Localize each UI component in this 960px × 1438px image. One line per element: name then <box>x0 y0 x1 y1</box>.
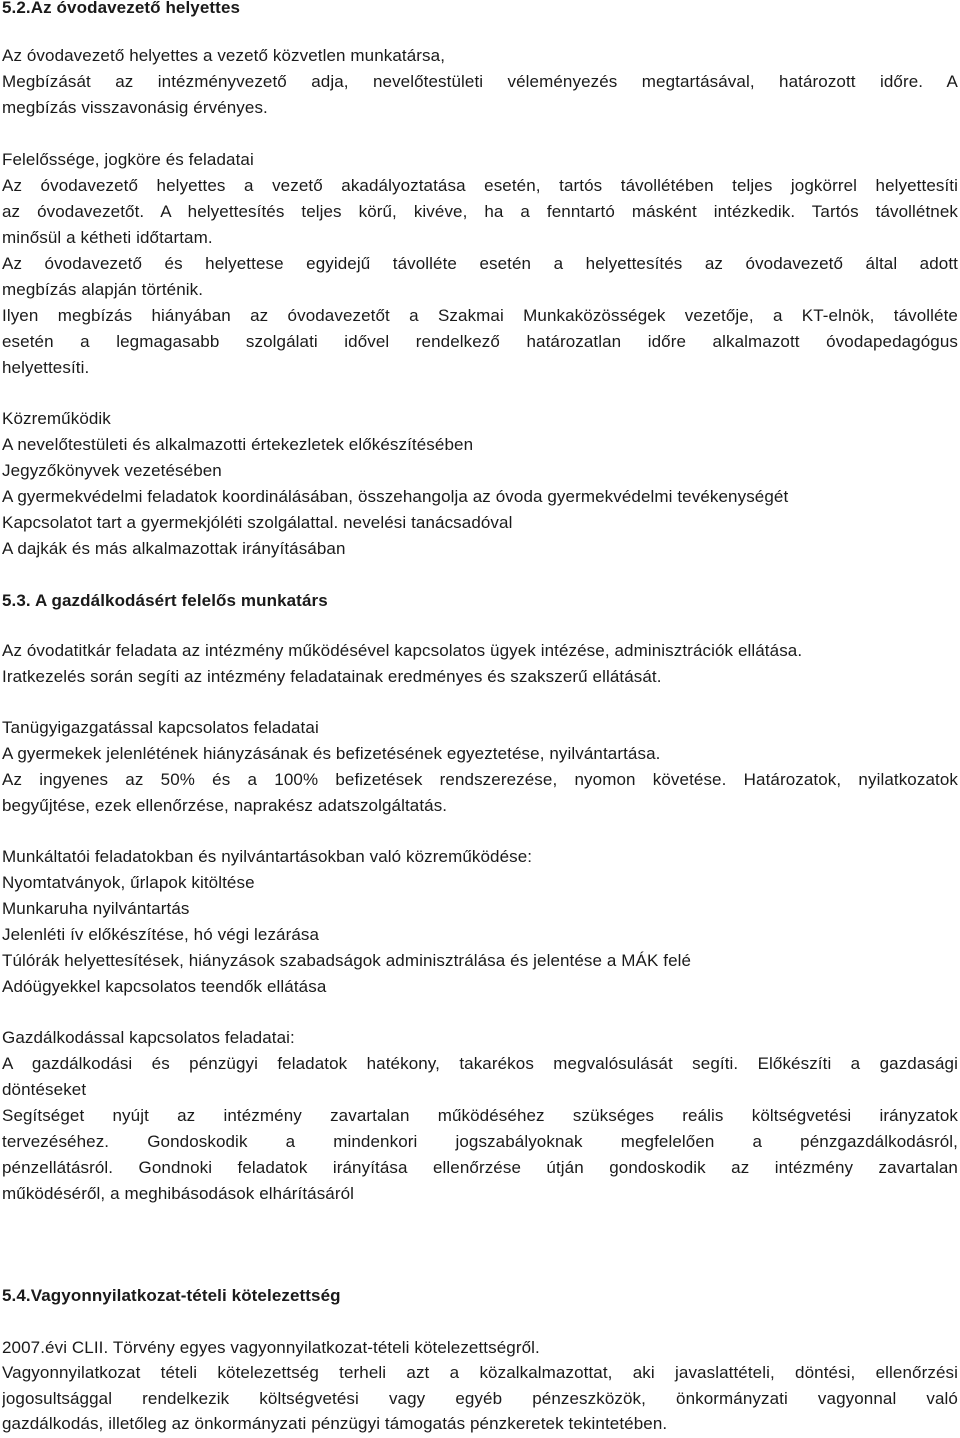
section-heading: 5.4.Vagyonnyilatkozat-tételi kötelezettség <box>2 1286 341 1305</box>
text-line: működéséről, a meghibásodások elhárításáról <box>2 1184 355 1203</box>
section-heading: 5.3. A gazdálkodásért felelős munkatárs <box>2 591 328 610</box>
text-line: Adóügyekkel kapcsolatos teendők ellátása <box>2 977 327 996</box>
text-line: döntéseket <box>2 1080 87 1099</box>
text-line: Az ingyenes az 50% és a 100% befizetések rendszerezése, nyomon követése. Határozatok, nyilatkozatok <box>2 770 958 789</box>
text-line: Iratkezelés során segíti az intézmény feladatainak eredményes és szakszerű ellátását. <box>2 667 662 686</box>
text-line: Az óvodavezető helyettes a vezető közvetlen munkatársa, <box>2 46 446 65</box>
text-line: tervezéséhez. Gondoskodik a mindenkori jogszabályoknak megfelelően a pénzgazdálkodásról, <box>2 1132 958 1151</box>
text-line: Gazdálkodással kapcsolatos feladatai: <box>2 1028 295 1047</box>
text-line: Ilyen megbízás hiányában az óvodavezetőt a Szakmai Munkaközösségek vezetője, a KT-elnök, távolléte <box>2 306 958 325</box>
text-line: helyettesíti. <box>2 358 90 377</box>
text-line: Munkaruha nyilvántartás <box>2 899 190 918</box>
text-line: megbízás visszavonásig érvényes. <box>2 98 268 117</box>
text-line: Tanügyigazgatással kapcsolatos feladatai <box>2 718 319 737</box>
text-line: Segítséget nyújt az intézmény zavartalan működéséhez szükséges reális költségvetési irányzatok <box>2 1106 958 1125</box>
text-line: az óvodavezetőt. A helyettesítés teljes körű, kivéve, ha a fenntartó másként intézkedik. Tartós távollétnek <box>2 202 958 221</box>
text-line: Nyomtatványok, űrlapok kitöltése <box>2 873 255 892</box>
text-line: minősül a kétheti időtartam. <box>2 228 213 247</box>
text-line: A gyermekek jelenlétének hiányzásának és befizetésének egyeztetése, nyilvántartása. <box>2 744 661 763</box>
text-line: Felelőssége, jogköre és feladatai <box>2 150 254 169</box>
text-line: pénzellátásról. Gondnoki feladatok irányítása ellenőrzése útján gondoskodik az intézmény zavartalan <box>2 1158 958 1177</box>
text-line: Vagyonnyilatkozat tételi kötelezettség terheli azt a közalkalmazottat, aki javaslattételi, döntési, ellenőrzési <box>2 1363 958 1382</box>
text-line: Az óvodatitkár feladata az intézmény működésével kapcsolatos ügyek intézése, adminisztrációk ellátása. <box>2 641 803 660</box>
text-line: Az óvodavezető és helyettese egyidejű távolléte esetén a helyettesítés az óvodavezető által adott <box>2 254 958 273</box>
text-line: Közreműködik <box>2 409 111 428</box>
text-line: jogosultsággal rendelkezik költségvetési vagy egyéb pénzeszközök, önkormányzati vagyonnal való <box>2 1389 958 1408</box>
text-line: begyűjtése, ezek ellenőrzése, naprakész adatszolgáltatás. <box>2 796 448 815</box>
text-line: Túlórák helyettesítések, hiányzások szabadságok adminisztrálása és jelentése a MÁK felé <box>2 951 692 970</box>
text-line: A dajkák és más alkalmazottak irányításában <box>2 539 346 558</box>
text-line: megbízás alapján történik. <box>2 280 204 299</box>
text-line: Megbízását az intézményvezető adja, nevelőtestületi véleményezés megtartásával, határozott időre. A <box>2 72 958 91</box>
text-line: A gazdálkodási és pénzügyi feladatok hatékony, takarékos megvalósulását segíti. Előkészíti a gazdasági <box>2 1054 958 1073</box>
text-line: 2007.évi CLII. Törvény egyes vagyonnyilatkozat-tételi kötelezettségről. <box>2 1338 540 1357</box>
text-line: esetén a legmagasabb szolgálati idővel rendelkező határozatlan időre alkalmazott óvodapedagógus <box>2 332 958 351</box>
text-line: Munkáltatói feladatokban és nyilvántartásokban való közreműködése: <box>2 847 533 866</box>
section-heading: 5.2.Az óvodavezető helyettes <box>2 0 241 17</box>
text-line: Kapcsolatot tart a gyermekjóléti szolgálattal. nevelési tanácsadóval <box>2 513 513 532</box>
text-line: gazdálkodás, illetőleg az önkormányzati pénzügyi támogatás pénzkeretek tekintetében. <box>2 1414 668 1433</box>
text-line: Az óvodavezető helyettes a vezető akadályoztatása esetén, tartós távollétében teljes jogkörrel helyettesíti <box>2 176 958 195</box>
text-line: A nevelőtestületi és alkalmazotti értekezletek előkészítésében <box>2 435 474 454</box>
text-line: A gyermekvédelmi feladatok koordinálásában, összehangolja az óvoda gyermekvédelmi tevékenységét <box>2 487 789 506</box>
text-line: Jegyzőkönyvek vezetésében <box>2 461 222 480</box>
text-line: Jelenléti ív előkészítése, hó végi lezárása <box>2 925 320 944</box>
